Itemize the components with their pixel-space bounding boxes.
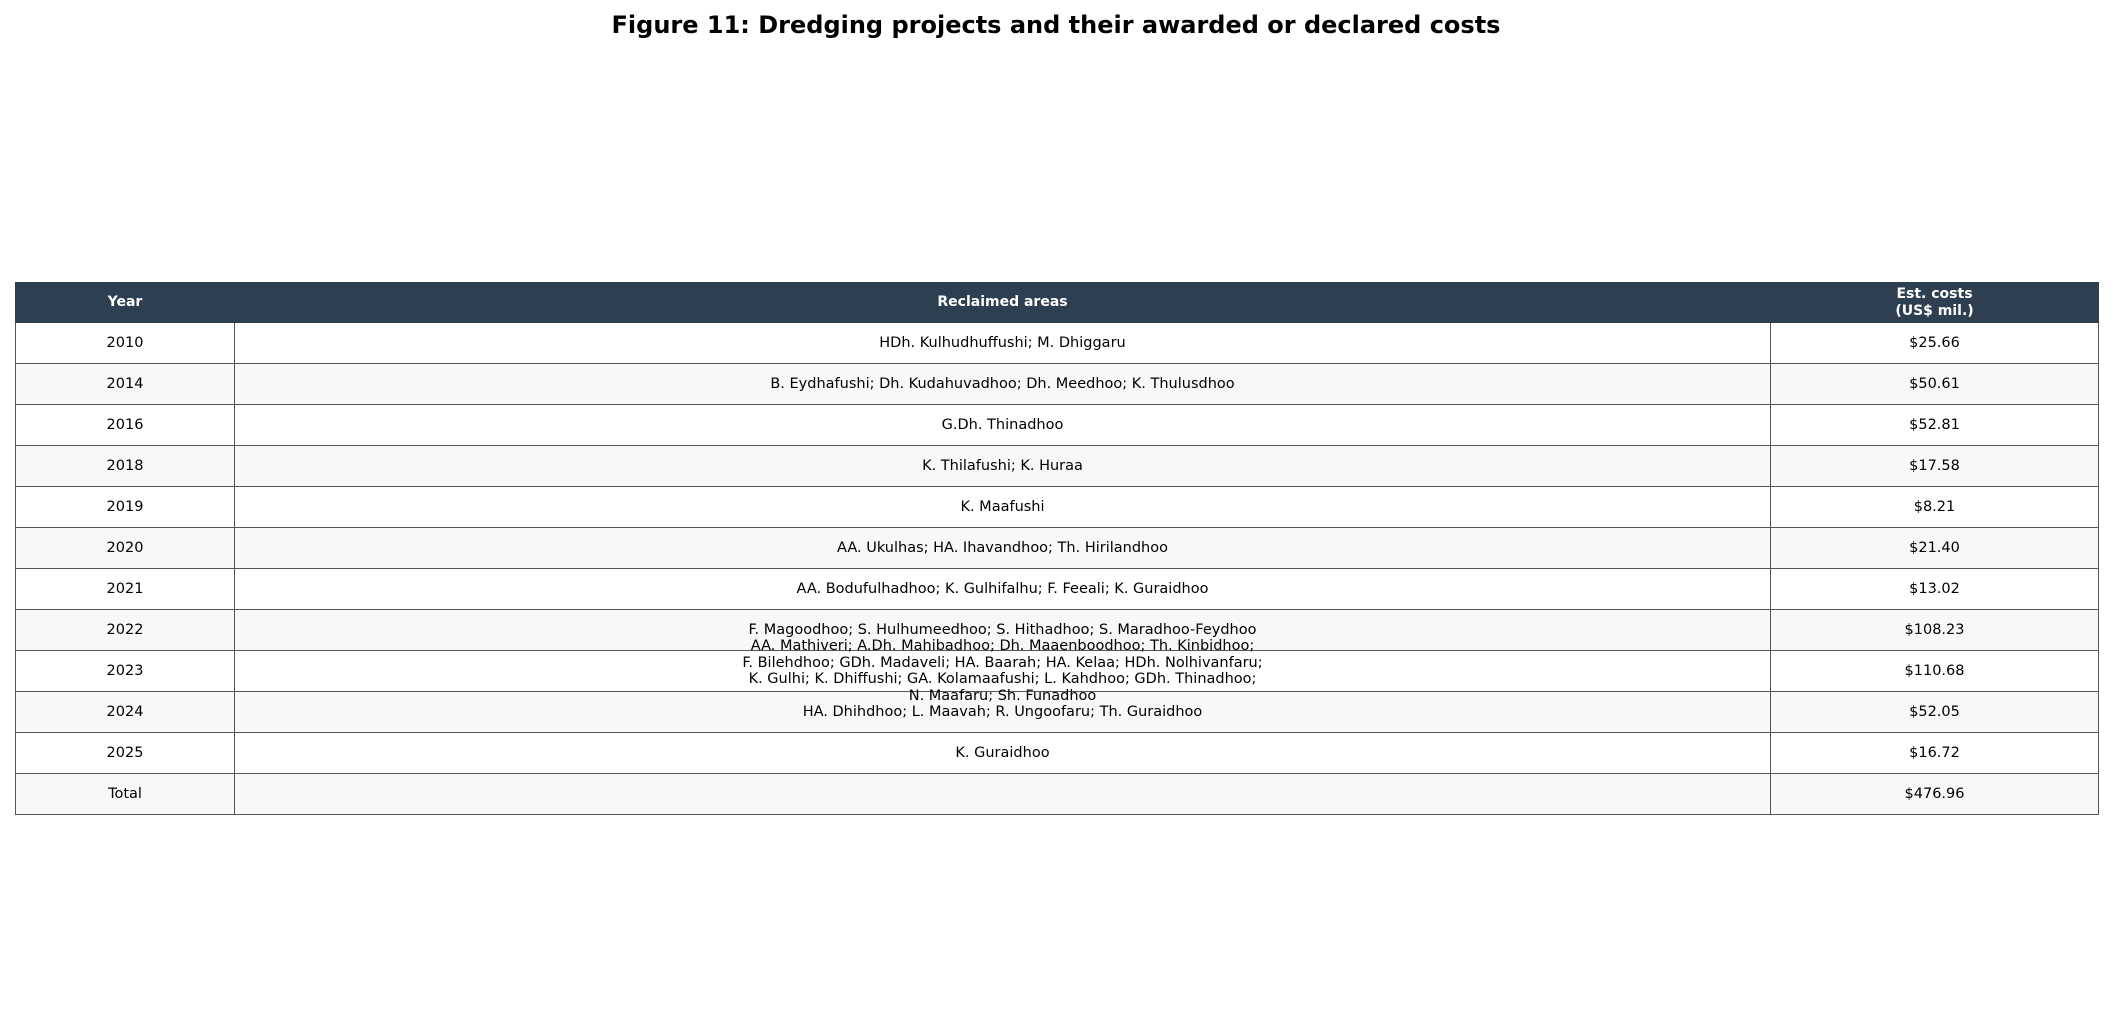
cell-est-cost: $50.61	[1771, 364, 2099, 405]
cell-est-cost: $52.81	[1771, 405, 2099, 446]
cell-est-cost: $21.40	[1771, 528, 2099, 569]
table-row	[16, 692, 2099, 733]
cell-year: 2021	[16, 569, 235, 610]
table-row	[16, 569, 2099, 610]
cell-reclaimed-areas-clip	[241, 405, 1764, 445]
column-header-year: Year	[16, 283, 235, 323]
cell-reclaimed-areas	[235, 733, 1771, 774]
cell-reclaimed-areas-clip	[241, 638, 1764, 704]
cell-reclaimed-areas-clip	[241, 446, 1764, 486]
table-row	[16, 364, 2099, 405]
cell-reclaimed-areas	[235, 692, 1771, 733]
cell-reclaimed-areas	[235, 364, 1771, 405]
cell-reclaimed-areas-text: K. Maafushi	[960, 498, 1045, 515]
cell-reclaimed-areas-text: G.Dh. Thinadhoo	[941, 416, 1064, 433]
cell-year: 2014	[16, 364, 235, 405]
cell-reclaimed-areas-text: HDh. Kulhudhuffushi; M. Dhiggaru	[879, 334, 1126, 351]
cell-reclaimed-areas-clip	[241, 487, 1764, 527]
cell-reclaimed-areas-text: K. Thilafushi; K. Huraa	[922, 457, 1083, 474]
cell-reclaimed-areas	[235, 774, 1771, 815]
cell-est-cost: $108.23	[1771, 610, 2099, 651]
cell-reclaimed-areas-text: B. Eydhafushi; Dh. Kudahuvadhoo; Dh. Meedhoo; K. Thulusdhoo	[770, 375, 1235, 392]
cell-year: 2016	[16, 405, 235, 446]
cell-year: 2020	[16, 528, 235, 569]
dredging-costs-table	[15, 282, 2099, 815]
cell-year: 2024	[16, 692, 235, 733]
chart-title: Figure 11: Dredging projects and their awarded or declared costs	[611, 11, 1501, 39]
cell-year: 2022	[16, 610, 235, 651]
table-row	[16, 446, 2099, 487]
cell-year: 2025	[16, 733, 235, 774]
cell-reclaimed-areas	[235, 446, 1771, 487]
table-body	[16, 323, 2099, 815]
cell-est-cost: $16.72	[1771, 733, 2099, 774]
cell-est-cost: $13.02	[1771, 569, 2099, 610]
cell-est-cost: $8.21	[1771, 487, 2099, 528]
cell-reclaimed-areas-clip	[241, 692, 1764, 732]
cell-reclaimed-areas	[235, 569, 1771, 610]
cell-est-cost: $52.05	[1771, 692, 2099, 733]
cell-est-cost: $25.66	[1771, 323, 2099, 364]
table-row	[16, 651, 2099, 692]
cell-reclaimed-areas-text: AA. Mathiveri; A.Dh. Mahibadhoo; Dh. Maaenboodhoo; Th. Kinbidhoo; F. Bilehdhoo; GDh. Madaveli; HA. Baarah; HA. Kelaa; HDh. Nolhivanfaru; K. Gulhi; K. Dhiffushi; GA. Kolamaafushi; L. Kahdhoo; GDh. Thinadhoo; N. Maafaru; Sh. Funadhoo	[742, 638, 1263, 704]
cell-year: 2018	[16, 446, 235, 487]
column-header-reclaimed-areas: Reclaimed areas	[235, 283, 1771, 323]
cell-reclaimed-areas-clip	[241, 774, 1764, 814]
cell-year: 2023	[16, 651, 235, 692]
cell-reclaimed-areas	[235, 323, 1771, 364]
cell-reclaimed-areas-clip	[241, 569, 1764, 609]
column-header-est-costs: Est. costs (US$ mil.)	[1771, 283, 2099, 323]
cell-year: Total	[16, 774, 235, 815]
cell-reclaimed-areas-clip	[241, 733, 1764, 773]
table-row	[16, 323, 2099, 364]
cell-reclaimed-areas	[235, 638, 1771, 704]
table-row	[16, 528, 2099, 569]
cell-year: 2010	[16, 323, 235, 364]
table-row	[16, 733, 2099, 774]
table-header-row	[16, 283, 2099, 323]
cell-reclaimed-areas	[235, 405, 1771, 446]
cell-est-cost: $476.96	[1771, 774, 2099, 815]
cell-reclaimed-areas-text: AA. Bodufulhadhoo; K. Gulhifalhu; F. Feeali; K. Guraidhoo	[796, 580, 1209, 597]
table-row	[16, 405, 2099, 446]
cell-reclaimed-areas-clip	[241, 323, 1764, 363]
cell-reclaimed-areas-text: HA. Dhihdhoo; L. Maavah; R. Ungoofaru; Th. Guraidhoo	[802, 703, 1203, 720]
cell-est-cost: $17.58	[1771, 446, 2099, 487]
cell-reclaimed-areas	[235, 528, 1771, 569]
table-row	[16, 487, 2099, 528]
cell-year: 2019	[16, 487, 235, 528]
cell-reclaimed-areas-clip	[241, 528, 1764, 568]
cell-reclaimed-areas-text: F. Magoodhoo; S. Hulhumeedhoo; S. Hithadhoo; S. Maradhoo-Feydhoo	[748, 621, 1257, 638]
cell-reclaimed-areas	[235, 487, 1771, 528]
table-row	[16, 774, 2099, 815]
cell-reclaimed-areas-clip	[241, 364, 1764, 404]
cell-reclaimed-areas-text: K. Guraidhoo	[955, 744, 1050, 761]
cell-reclaimed-areas-text: AA. Ukulhas; HA. Ihavandhoo; Th. Hirilandhoo	[837, 539, 1168, 556]
cell-est-cost: $110.68	[1771, 651, 2099, 692]
